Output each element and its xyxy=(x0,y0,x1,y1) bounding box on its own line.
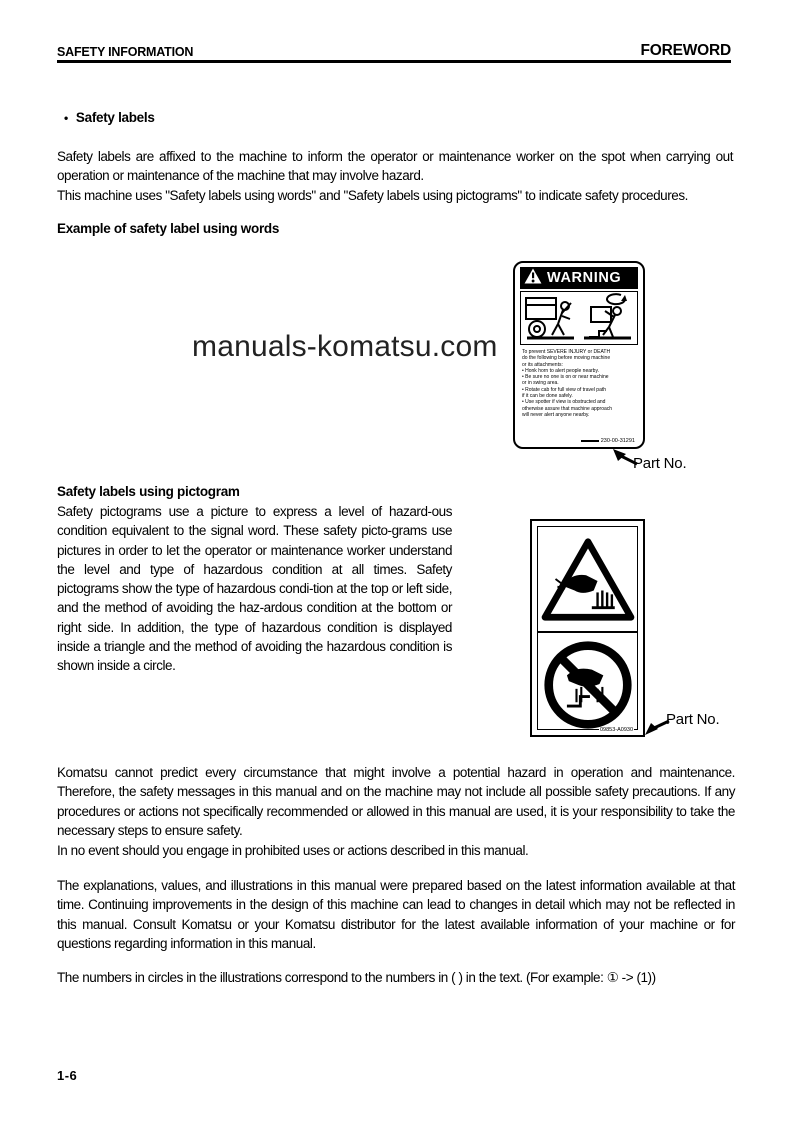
prohibition-circle-pictogram-icon xyxy=(538,639,637,731)
warning-text-line: • Be sure no one is on or near machine xyxy=(522,374,609,381)
pictogram-paragraph: Safety pictograms use a picture to express a level of hazard-ous condition equivalent to the signal word. These safety picto-grams use pictures in order to let the operator or maintenance worker understand the level and type of hazardous condition at all times. Safety pictograms show the type of hazardous condi-tion at the top or left side, and the method of avoiding the haz-ardous condition at the bottom or right side. In addition, the type of hazardous condition is displayed inside a triangle and the method of avoiding the hazardous condition is shown inside a circle. xyxy=(57,504,452,674)
bullet-heading-safety-labels xyxy=(64,110,155,125)
numbers-in-circles-line: The numbers in circles in the illustrations correspond to the numbers in ( ) in the text. (For example: ① -> (1)) xyxy=(57,970,656,985)
pictogram-section-heading: Safety labels using pictogram xyxy=(57,484,240,499)
warning-text-line: if it can be done safely. xyxy=(522,393,573,400)
header-left-title: SAFETY INFORMATION xyxy=(57,45,194,59)
pictogram-label-inner xyxy=(537,526,638,733)
warning-label-figure xyxy=(513,261,645,449)
pictogram-divider xyxy=(538,631,637,633)
bullet-heading-label: Safety labels xyxy=(75,110,155,125)
swing-hazard-pictogram-icon xyxy=(579,291,636,346)
warning-part-number-row xyxy=(581,438,635,444)
hazard-triangle-pictogram-icon xyxy=(538,537,637,623)
warning-text-line: or its attachments: xyxy=(522,361,563,368)
header-rule xyxy=(57,60,731,63)
warning-body-text xyxy=(520,348,638,418)
pictogram-label-figure xyxy=(530,519,645,737)
pictogram-part-number: 09853-A0930 xyxy=(599,727,633,733)
page-number: 1-6 xyxy=(57,1068,78,1083)
warning-pictogram-box xyxy=(520,291,638,345)
watermark-text: manuals-komatsu.com xyxy=(192,330,498,363)
warning-text-line: To prevent SEVERE INJURY or DEATH xyxy=(522,349,611,355)
header-right-title: FOREWORD xyxy=(640,42,731,59)
warning-text-line: do the following before moving machine xyxy=(522,355,611,362)
warning-text-line: • Honk horn to alert people nearby. xyxy=(522,367,599,374)
komatsu-disclaimer-paragraph: Komatsu cannot predict every circumstance that might involve a potential hazard in operation and maintenance. Therefore, the safety messages in this manual and on the machine may not include all possible safety precautions. If any procedures or actions not specifically recommended or allowed in this manual are used, it is your responsibility to take the necessary steps to ensure safety. xyxy=(57,765,735,838)
part-no-label-words: Part No. xyxy=(633,455,687,472)
intro-paragraphs xyxy=(57,147,733,205)
intro-paragraph-2: This machine uses "Safety labels using words" and "Safety labels using pictograms" to indicate safety procedures. xyxy=(57,187,688,203)
part-number-rule xyxy=(581,440,599,442)
warning-text-line: or in swing area. xyxy=(522,380,559,387)
warning-text-line: • Rotate cab for full view of travel path xyxy=(522,386,607,393)
warning-signal-band xyxy=(520,267,638,289)
prohibited-uses-line: In no event should you engage in prohibited uses or actions described in this manual. xyxy=(57,843,529,858)
crush-hazard-pictogram-icon xyxy=(522,291,579,346)
warning-text-line: otherwise assure that machine approach xyxy=(522,405,613,412)
part-no-label-pictogram: Part No. xyxy=(666,711,720,728)
warning-signal-word: WARNING xyxy=(547,270,622,286)
words-example-heading: Example of safety label using words xyxy=(57,221,280,236)
intro-paragraph-1: Safety labels are affixed to the machine to inform the operator or maintenance worker on the spot when carrying out operation or maintenance of the machine that may involve hazard. xyxy=(57,149,733,184)
explanations-paragraph: The explanations, values, and illustrations in this manual were prepared based on the latest information available at that time. Continuing improvements in the design of this machine can lead to changes in detail which may not be reflected in this manual. Consult Komatsu or your Komatsu distributor for the latest available information of your machine or for questions regarding information in this manual. xyxy=(57,878,735,951)
warning-triangle-icon xyxy=(524,268,542,289)
warning-part-number: 230-00-31291 xyxy=(600,438,635,444)
warning-text-line: • Use spotter if view is obstructed and xyxy=(522,399,606,406)
warning-text-line: will never alert anyone nearby. xyxy=(522,411,590,418)
bullet-dot: • xyxy=(64,111,68,125)
